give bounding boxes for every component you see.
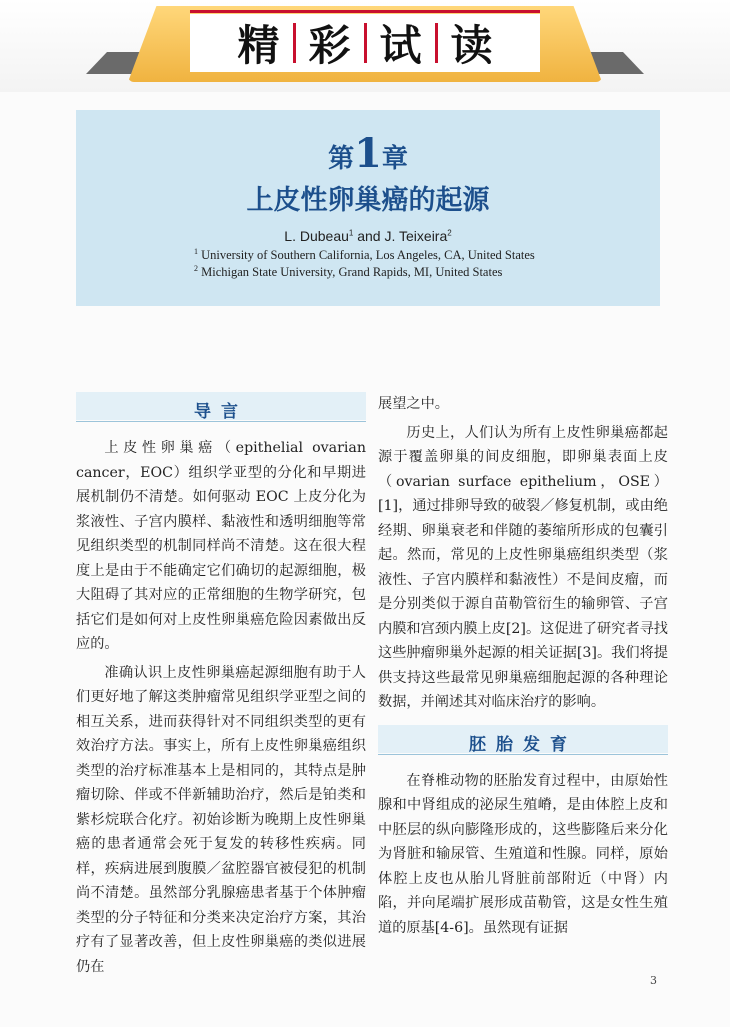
paragraph-continuation: 展望之中。 (378, 396, 449, 412)
chapter-title: 上皮性卵巢癌的起源 (246, 185, 490, 216)
section-title: 导言 (194, 402, 248, 422)
affiliation-num: 2 (194, 264, 198, 273)
author-sup: 2 (447, 228, 452, 238)
affiliation-text: Michigan State University, Grand Rapids, MI, United States (201, 265, 503, 280)
author-name: L. Dubeau (284, 228, 349, 244)
left-column (76, 392, 366, 983)
banner-char: 彩 (308, 21, 351, 70)
paragraph: 在脊椎动物的胚胎发育过程中，由原始性腺和中肾组成的泌尿生殖嵴，是由体腔上皮和中胚层的纵向膨隆形成的，这些膨隆后来分化为肾脏和输尿管、生殖道和性腺。同样，原始体腔上皮也从胎儿肾脏前部附近（中肾）内陷，并向尾端扩展形成苗勒管，这是女性生殖道的原基[4-6]。虽然现有证据 (378, 772, 668, 936)
paragraph: 历史上，人们认为所有上皮性卵巢癌都起源于覆盖卵巢的间皮细胞，即卵巢表面上皮（ovarian surface epithelium，OSE）[1]，通过排卵导致的破裂／修复机制，或由绝经期、卵巢衰老和伴随的萎缩所形成的包囊引起。然而，常见的上皮性卵巢癌组织类型（浆液性、子宫内膜样和黏液性）不是间皮瘤，而是分别类似于源自苗勒管衍生的输卵管、子宫内膜和宫颈内膜上皮[2]。这促进了研究者寻找这些肿瘤卵巢外起源的相关证据[3]。我们将提供支持这些最常见卵巢癌细胞起源的各种理论数据，并阐述其对临床治疗的影响。 (378, 424, 668, 710)
affiliation-text: University of Southern California, Los Angeles, CA, United States (201, 248, 535, 263)
author-sup: 1 (348, 228, 354, 238)
affiliation (194, 264, 502, 280)
banner-title (190, 14, 540, 72)
chapter-suffix: 章 (381, 144, 408, 174)
banner-char: 精 (237, 21, 280, 70)
banner-char: 读 (450, 21, 493, 70)
section-heading (76, 392, 366, 428)
page-number: 3 (650, 974, 657, 987)
chapter-num: 1 (354, 130, 382, 177)
affiliation (194, 247, 535, 263)
paragraph: 准确认识上皮性卵巢癌起源细胞有助于人们更好地了解这类肿瘤常见组织学亚型之间的相互关系，进而获得针对不同组织类型的更有效治疗方法。事实上，所有上皮性卵巢癌组织类型的治疗标准基本上是相同的，其特点是肿瘤切除、伴或不伴新辅助治疗，然后是铂类和紫杉烷联合化疗。初始诊断为晚期上皮性卵巢癌的患者通常会死于复发的转移性疾病。同样，疾病进展到腹膜／盆腔器官被侵犯的机制尚不清楚。虽然部分乳腺癌患者基于个体肿瘤类型的分子特征和分类来决定治疗方案，其治疗有了显著改善，但上皮性卵巢癌的类似进展仍在 (76, 664, 366, 975)
section-heading (378, 725, 668, 761)
section-title: 胚胎发育 (469, 734, 577, 755)
paragraph: 上皮性卵巢癌（epithelial ovarian cancer，EOC）组织学亚型的分化和早期进展机制仍不清楚。如何驱动 EOC 上皮分化为浆液性、子宫内膜样、黏液性和透明细胞等常见组织类型的机制同样尚不清楚。这在很大程度上是由于不能确定它们确切的起源细胞，极大阻碍了其对应的正常细胞的生物学研究，包括它们是如何对上皮性卵巢癌危险因素做出反应的。 (76, 440, 366, 652)
chapter-number (76, 130, 660, 177)
author-name: and J. Teixeira (353, 228, 448, 244)
affiliation-num: 1 (194, 247, 198, 256)
authors (76, 228, 660, 244)
banner-char: 试 (379, 21, 422, 70)
right-column (378, 392, 668, 944)
chapter-prefix: 第 (328, 144, 355, 174)
chapter-header (76, 110, 660, 306)
